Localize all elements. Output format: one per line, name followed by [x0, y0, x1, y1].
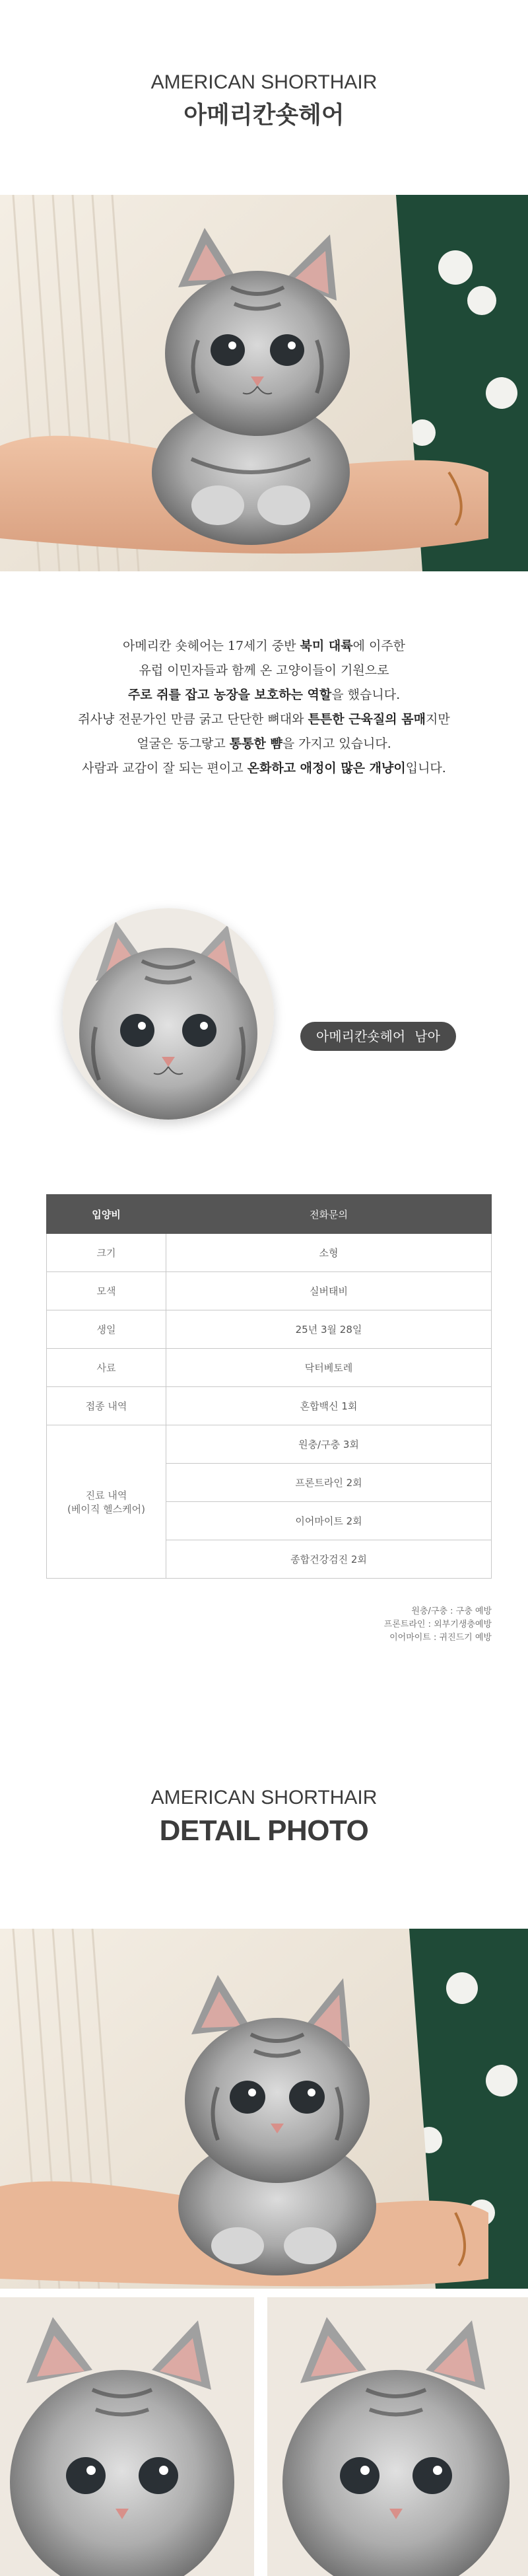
- detail-kitten-photo-1: [0, 1929, 528, 2289]
- table-cell-value: 실버태비: [166, 1272, 492, 1310]
- detail-header: [0, 1787, 528, 1847]
- footnote-line-3: 이어마이트 : 귀진드기 예방: [389, 1633, 492, 1643]
- gender-label: 남아: [414, 1028, 440, 1044]
- table-cell-value: 25년 3월 28일: [166, 1310, 492, 1349]
- table-row: [47, 1349, 492, 1387]
- breed-gender-badge: [300, 1022, 456, 1051]
- table-row: [47, 1387, 492, 1425]
- table-cell-key: 크기: [47, 1234, 166, 1272]
- detail-title: DETAIL PHOTO: [159, 1814, 369, 1847]
- table-row: [47, 1310, 492, 1349]
- detail-kitten-photo-3: [267, 2297, 528, 2576]
- table-cell-care-key: [47, 1425, 166, 1579]
- profile-kitten-photo: [63, 908, 274, 1120]
- intro-line-3: 주로 쥐를 잡고 농장을 보호하는 역할을 했습니다.: [127, 688, 401, 702]
- table-cell-key: 모색: [47, 1272, 166, 1310]
- page-title-en: AMERICAN SHORTHAIR: [150, 71, 378, 93]
- table-cell-key: 생일: [47, 1310, 166, 1349]
- footnote-line-2: 프론트라인 : 외부기생충예방: [383, 1620, 492, 1629]
- care-key-line-2: (베이직 헬스케어): [67, 1503, 145, 1515]
- table-cell-key: 접종 내역: [47, 1387, 166, 1425]
- table-cell-key: 사료: [47, 1349, 166, 1387]
- detail-title-en: AMERICAN SHORTHAIR: [150, 1787, 378, 1808]
- table-header-row: [47, 1195, 492, 1234]
- table-row: [47, 1234, 492, 1272]
- table-cell-value: 종합건강검진 2회: [166, 1540, 492, 1579]
- breed-label: 아메리칸숏헤어: [316, 1028, 406, 1044]
- table-cell-value: 닥터베토레: [166, 1349, 492, 1387]
- intro-line-4: 쥐사냥 전문가인 만큼 굵고 단단한 뼈대와 튼튼한 근육질의 몸매지만: [78, 712, 450, 727]
- table-row: [47, 1425, 492, 1464]
- detail-kitten-photo-2: [0, 2297, 254, 2576]
- info-table: [46, 1194, 492, 1579]
- hero-kitten-photo: [0, 195, 528, 571]
- footnote-line-1: 원충/구충 : 구충 예방: [411, 1606, 492, 1616]
- page-title-ko: 아메리칸숏헤어: [183, 102, 345, 129]
- intro-line-2: 유럽 이민자들과 함께 온 고양이들이 기원으로: [139, 663, 389, 678]
- table-header-price-label: 입양비: [47, 1195, 166, 1234]
- table-cell-value: 원충/구충 3회: [166, 1425, 492, 1464]
- table-header-price-value: 전화문의: [166, 1195, 492, 1234]
- table-cell-value: 프론트라인 2회: [166, 1464, 492, 1502]
- table-cell-value: 이어마이트 2회: [166, 1502, 492, 1540]
- intro-line-5: 얼굴은 동그랗고 통통한 뺨을 가지고 있습니다.: [137, 736, 391, 751]
- table-row: [47, 1272, 492, 1310]
- intro-text: [0, 634, 528, 781]
- table-cell-value: 혼합백신 1회: [166, 1387, 492, 1425]
- care-key-line-1: 진료 내역: [85, 1489, 127, 1501]
- intro-line-1: 아메리칸 숏헤어는 17세기 중반 북미 대륙에 이주한: [122, 639, 406, 653]
- header: [0, 71, 528, 130]
- footnote: [384, 1605, 492, 1645]
- table-cell-value: 소형: [166, 1234, 492, 1272]
- intro-line-6: 사람과 교감이 잘 되는 편이고 온화하고 애정이 많은 개냥이입니다.: [82, 761, 446, 775]
